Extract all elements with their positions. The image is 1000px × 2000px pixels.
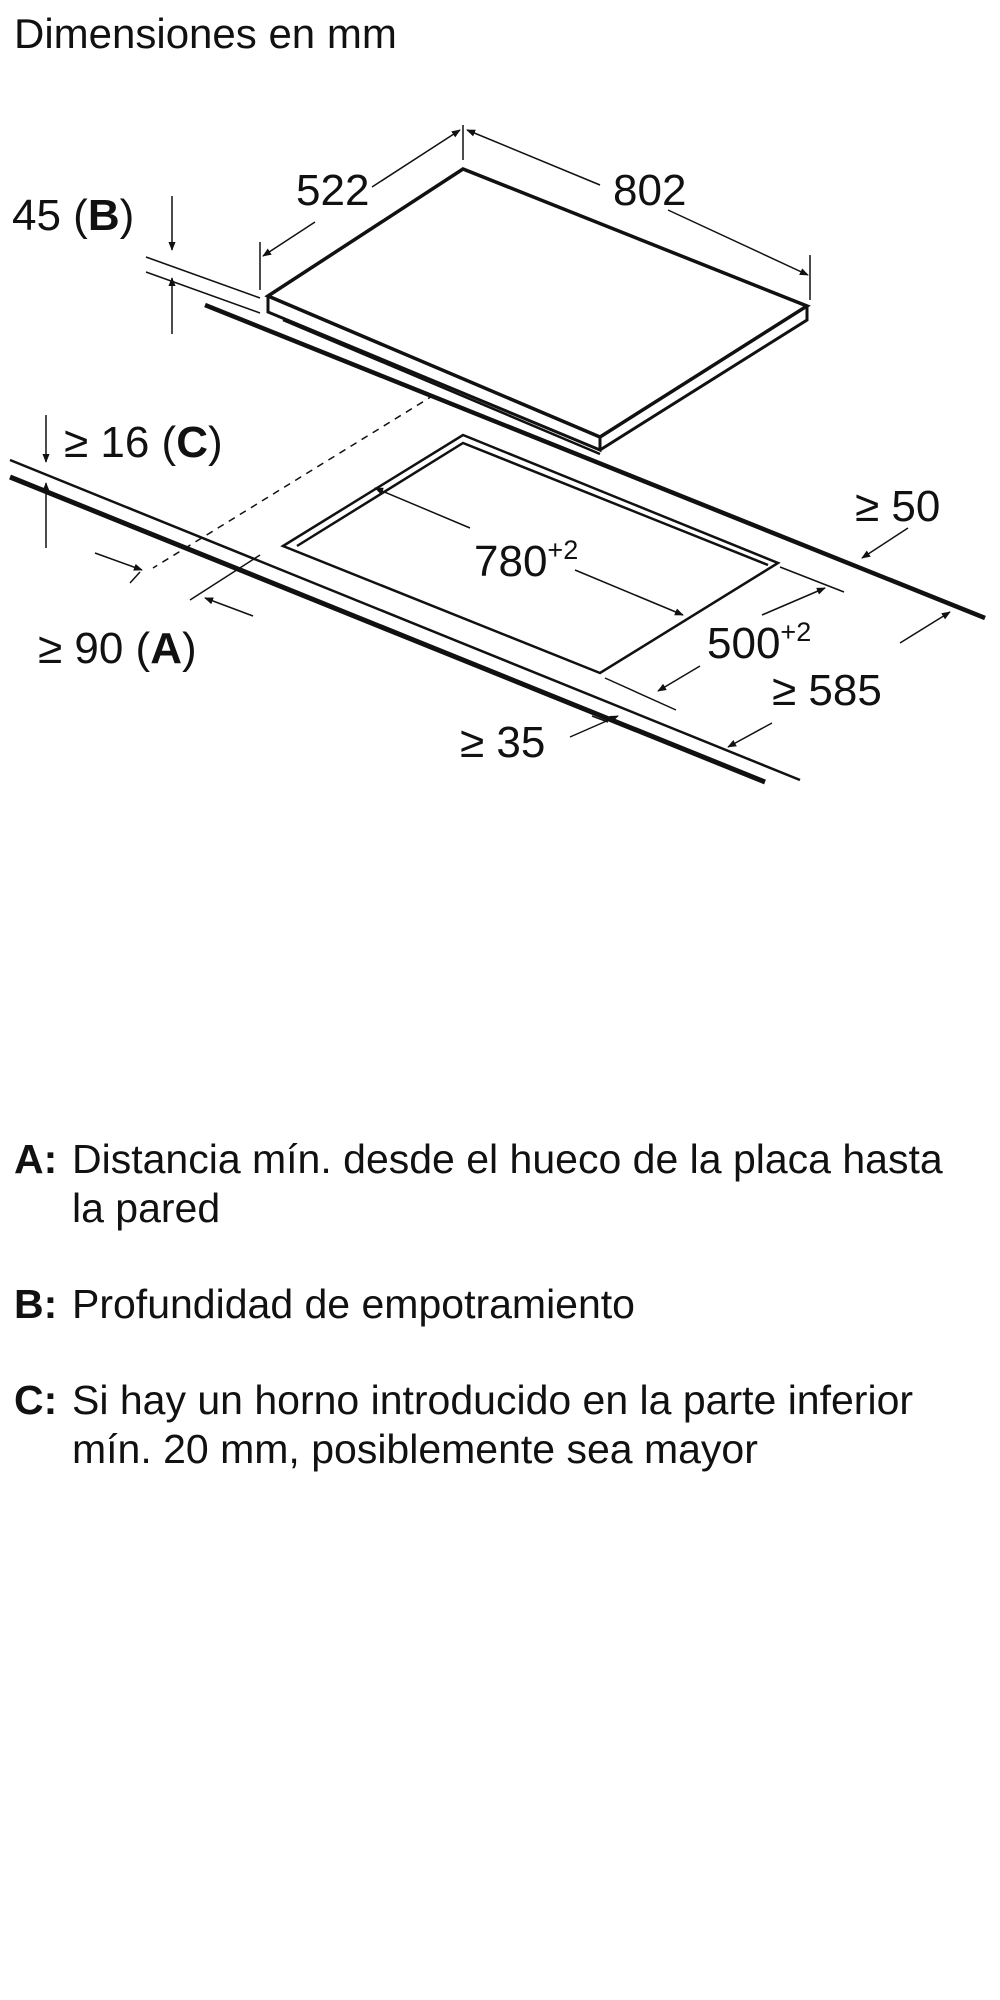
dimension-a [95, 553, 260, 616]
legend-key: C: [14, 1377, 58, 1423]
legend-item-b [14, 1280, 974, 1329]
width-depth-label: 522 [296, 166, 370, 215]
depth-b-label: 45 (B) [12, 191, 135, 240]
dimension-depth-b [146, 196, 260, 334]
dimension-front-gap [570, 716, 618, 737]
rear-gap-label: ≥ 50 [855, 482, 941, 531]
legend-text: Si hay un horno introducido en la parte inferior mín. 20 mm, posiblemente sea mayor [72, 1377, 914, 1472]
page-title: Dimensiones en mm [14, 10, 397, 57]
cutout-depth-label: $500^{+2}$ [707, 617, 812, 668]
legend-text: Profundidad de empotramiento [72, 1281, 635, 1327]
front-gap-label: ≥ 35 [460, 718, 546, 767]
legend [14, 1135, 974, 1521]
legend-item-c [14, 1376, 974, 1474]
worktop-depth-label: ≥ 585 [772, 666, 882, 715]
legend-text: Distancia mín. desde el hueco de la placa hasta la pared [72, 1136, 943, 1231]
clearance-c-label: ≥ 16 (C) [64, 418, 223, 467]
legend-item-a [14, 1135, 974, 1233]
installation-diagram [0, 0, 1000, 800]
legend-key: A: [14, 1136, 58, 1182]
dimension-rear-gap [862, 528, 908, 558]
cutout-width-label: $780^{+2}$ [474, 535, 579, 586]
legend-key: B: [14, 1281, 58, 1327]
wall-gap-a-label: ≥ 90 (A) [38, 624, 197, 673]
width-label: 802 [613, 166, 687, 215]
